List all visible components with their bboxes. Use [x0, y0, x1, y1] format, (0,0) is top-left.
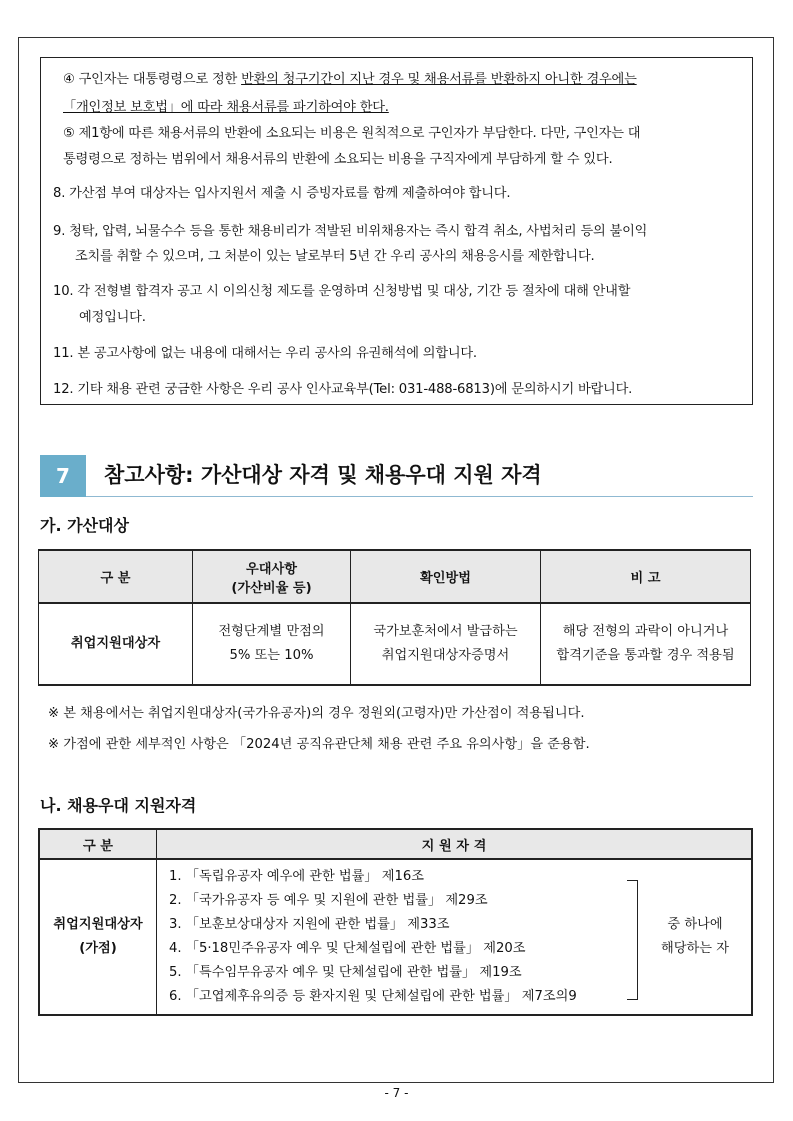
- law-item: 6. 「고엽제후유의증 등 환자지원 및 단체설립에 관한 법률」 제7조의9: [169, 989, 577, 1004]
- para-8: 8. 가산점 부여 대상자는 입사지원서 제출 시 증빙자료를 함께 제출하여야 합니다.: [53, 186, 511, 201]
- underlined-text: 반환의 청구기간이 지난 경우 및 채용서류를 반환하지 아니한 경우에는: [241, 72, 637, 87]
- text: 해당하는 자: [661, 941, 729, 956]
- text: 중 하나에: [667, 917, 723, 932]
- section-title: 참고사항: 가산대상 자격 및 채용우대 지원 자격: [104, 463, 542, 487]
- text: 해당 전형의 과락이 아니거나: [562, 624, 729, 639]
- bonus-heading: 가. 가산대상: [40, 516, 129, 535]
- item-5-line1: ⑤ 제1항에 따른 채용서류의 반환에 소요되는 비용은 원칙적으로 구인자가 부담한다. 다만, 구인자는 대: [63, 126, 641, 141]
- law-item: 3. 「보훈보상대상자 지원에 관한 법률」 제33조: [169, 917, 450, 932]
- bonus-table: [38, 549, 751, 686]
- item-4-line1: [63, 68, 637, 87]
- header-category: 구 분: [39, 829, 157, 859]
- text: 5% 또는 10%: [229, 648, 314, 663]
- text: 취업지원대상자증명서: [381, 648, 510, 663]
- cell-verification: [351, 603, 541, 685]
- text: 취업지원대상자: [53, 917, 143, 932]
- pref-table: [38, 828, 753, 1016]
- text: 전형단계별 만점의: [218, 624, 325, 639]
- law-item: 4. 「5·18민주유공자 예우 및 단체설립에 관한 법률」 제20조: [169, 941, 526, 956]
- para-11: 11. 본 공고사항에 없는 내용에 대해서는 우리 공사의 유권해석에 의합니다.: [53, 346, 477, 361]
- cell-category: 취업지원대상자: [39, 603, 193, 685]
- section-number: 7: [40, 455, 86, 497]
- page-number: - 7 -: [384, 1086, 409, 1100]
- text: 국가보훈처에서 발급하는: [373, 624, 518, 639]
- cell-category: [39, 859, 157, 1015]
- header-remarks: 비 고: [541, 550, 751, 603]
- pref-heading: 나. 채용우대 지원자격: [40, 796, 197, 815]
- note-1: ※ 본 채용에서는 취업지원대상자(국가유공자)의 경우 정원외(고령자)만 가산점이 적용됩니다.: [48, 706, 585, 721]
- note-2: ※ 가점에 관한 세부적인 사항은 「2024년 공직유관단체 채용 관련 주요 유의사항」을 준용함.: [48, 737, 590, 752]
- cell-condition: [639, 859, 752, 1015]
- item-4-line2: 「개인정보 보호법」에 따라 채용서류를 파기하여야 한다.: [63, 100, 389, 115]
- header-verification: 확인방법: [351, 550, 541, 603]
- text: ④ 구인자는 대통령령으로 정한: [63, 72, 242, 87]
- header-benefit: [193, 550, 351, 603]
- law-item: 5. 「특수임무유공자 예우 및 단체설립에 관한 법률」 제19조: [169, 965, 522, 980]
- para-9-line2: 조치를 취할 수 있으며, 그 처분이 있는 날로부터 5년 간 우리 공사의 채용응시를 제한합니다.: [75, 249, 595, 264]
- para-10-line1: 10. 각 전형별 합격자 공고 시 이의신청 제도를 운영하며 신청방법 및 대상, 기간 등 절차에 대해 안내할: [53, 284, 631, 299]
- cell-remarks: [541, 603, 751, 685]
- header-category: 구 분: [39, 550, 193, 603]
- item-5-line2: 통령령으로 정하는 범위에서 채용서류의 반환에 소요되는 비용을 구직자에게 부담하게 할 수 있다.: [63, 152, 613, 167]
- notice-box: [40, 57, 753, 405]
- header-qualification: 지 원 자 격: [157, 829, 753, 859]
- text: 합격기준을 통과할 경우 적용됨: [556, 648, 735, 663]
- law-item: 2. 「국가유공자 등 예우 및 지원에 관한 법률」 제29조: [169, 893, 488, 908]
- law-item: 1. 「독립유공자 예우에 관한 법률」 제16조: [169, 869, 425, 884]
- text: (가점): [79, 941, 117, 956]
- section-divider: [86, 496, 753, 497]
- para-10-line2: 예정입니다.: [79, 310, 146, 325]
- bracket: [627, 880, 638, 1000]
- para-9-line1: 9. 청탁, 압력, 뇌물수수 등을 통한 채용비리가 적발된 비위채용자는 즉시 합격 취소, 사법처리 등의 불이익: [53, 224, 648, 239]
- text: 우대사항: [246, 561, 297, 577]
- cell-laws: [157, 859, 640, 1015]
- para-12: 12. 기타 채용 관련 궁금한 사항은 우리 공사 인사교육부(Tel: 031-488-6813)에 문의하시기 바랍니다.: [53, 382, 633, 397]
- text: (가산비율 등): [231, 580, 312, 596]
- cell-benefit: [193, 603, 351, 685]
